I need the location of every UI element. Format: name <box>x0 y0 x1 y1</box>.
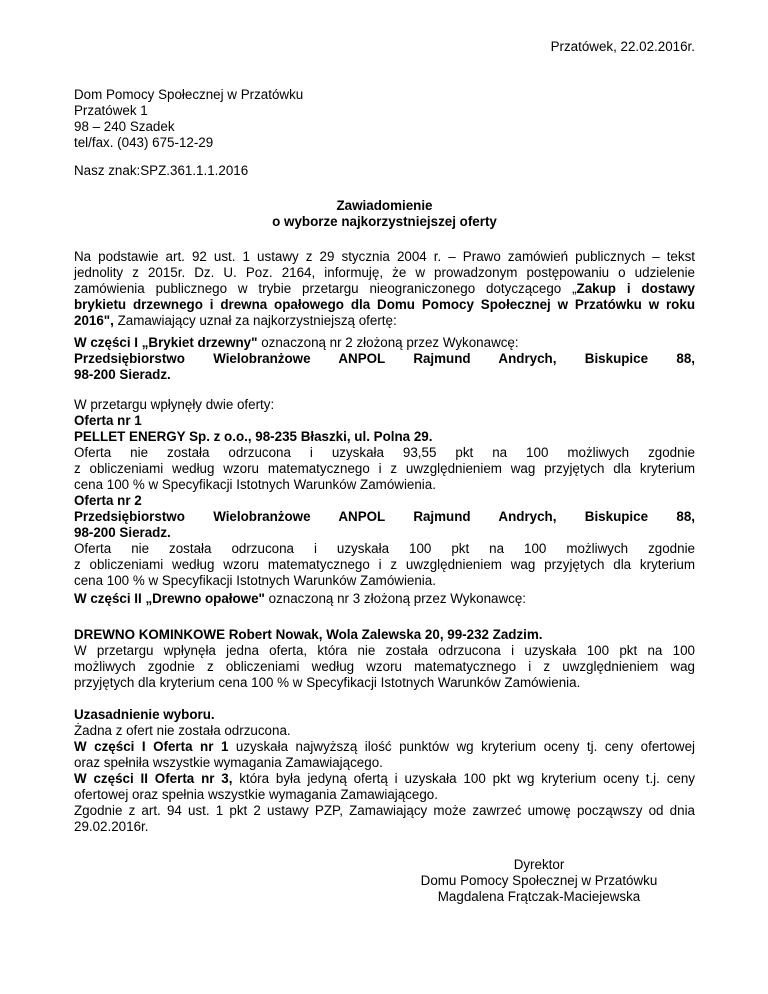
document-date: Przatówek, 22.02.2016r. <box>550 39 695 54</box>
sender-city: 98 – 240 Szadek <box>74 119 175 134</box>
justification-text: oraz spełniła wszystkie wymagania Zamawiającego. <box>74 755 383 770</box>
sender-phone: tel/fax. (043) 675-12-29 <box>74 135 214 150</box>
justification-text: Żadna z ofert nie została odrzucona. <box>74 723 291 738</box>
sender-address <box>74 87 695 151</box>
signature-org: Domu Pomocy Społecznej w Przatówku <box>420 873 658 888</box>
justification-text: ofertowej oraz spełnia wszystkie wymagania Zamawiającego. <box>74 787 438 802</box>
sender-street: Przatówek 1 <box>74 103 148 118</box>
intro-line: zamówienia publicznego w trybie przetargu nieograniczonego dotyczącego „Zakup i dostawy <box>74 281 695 296</box>
part-1-section <box>74 335 695 383</box>
part-2-section <box>74 627 695 691</box>
justification-text: W części I Oferta nr 1 uzyskała najwyższą ilość punktów wg kryterium oceny tj. ceny ofertowej <box>74 739 695 754</box>
signature-block <box>384 857 694 905</box>
title-line-1: Zawiadomienie <box>336 198 433 213</box>
intro-line: brykietu drzewnego i drewna opałowego dla Domu Pomocy Społecznej w Przatówku w roku <box>74 297 695 312</box>
intro-paragraph <box>74 249 695 329</box>
offer-1-company: PELLET ENERGY Sp. z o.o., 98-235 Błaszki, ul. Polna 29. <box>74 429 433 444</box>
part-2-text: W przetargu wpłynęła jedna oferta, która nie została odrzucona i uzyskała 100 pkt na 100 <box>74 643 695 658</box>
part-2-heading: W części II „Drewno opałowe" oznaczoną nr 3 złożoną przez Wykonawcę: <box>74 591 527 606</box>
offers-section <box>74 397 695 589</box>
justification-text: 29.02.2016r. <box>74 819 149 834</box>
offer-1-text: Oferta nie została odrzucona i uzyskała 93,55 pkt na 100 możliwych zgodnie <box>74 445 695 460</box>
offer-1-title: Oferta nr 1 <box>74 413 142 428</box>
signature-name: Magdalena Frątczak-Maciejewska <box>437 889 641 904</box>
justification-title: Uzasadnienie wyboru. <box>74 707 215 722</box>
signature-role: Dyrektor <box>513 857 565 872</box>
offer-2-title: Oferta nr 2 <box>74 493 142 508</box>
part-1-winner-city: 98-200 Sieradz. <box>74 367 171 382</box>
justification-text: Zgodnie z art. 94 ust. 1 pkt 2 ustawy PZP, Zamawiający może zawrzeć umowę począwszy od dnia <box>74 803 695 818</box>
reference-number: Nasz znak:SPZ.361.1.1.2016 <box>74 163 249 178</box>
offers-received: W przetargu wpłynęły dwie oferty: <box>74 397 275 412</box>
part-2-winner: DREWNO KOMINKOWE Robert Nowak, Wola Zalewska 20, 99-232 Zadzim. <box>74 627 543 642</box>
justification-section <box>74 707 695 835</box>
part-1-winner: Przedsiębiorstwo Wielobranżowe ANPOL Rajmund Andrych, Biskupice 88, <box>74 351 695 366</box>
offer-2-text: Oferta nie została odrzucona i uzyskała 100 pkt na 100 możliwych zgodnie <box>74 541 695 556</box>
offer-2-text: cena 100 % w Specyfikacji Istotnych Warunków Zamówienia. <box>74 573 436 588</box>
offer-1-text: z obliczeniami według wzoru matematycznego i z uwzględnieniem wag przyjętych dla kryterium <box>74 461 695 476</box>
offer-2-company: Przedsiębiorstwo Wielobranżowe ANPOL Rajmund Andrych, Biskupice 88, <box>74 509 695 524</box>
intro-line: 2016", Zamawiający uznał za najkorzystniejszą ofertę: <box>74 313 397 328</box>
offer-2-company-city: 98-200 Sieradz. <box>74 525 171 540</box>
document-title <box>74 198 695 230</box>
intro-line: jednolity z 2015r. Dz. U. Poz. 2164, informuję, że w prowadzonym postępowaniu o udzielenie <box>74 265 695 280</box>
part-1-heading: W części I „Brykiet drzewny" oznaczoną nr 2 złożoną przez Wykonawcę: <box>74 335 519 350</box>
part-2-text: przyjętych dla kryterium cena 100 % w Specyfikacji Istotnych Warunków Zamówienia. <box>74 675 581 690</box>
part-2-text: możliwych zgodnie z obliczeniami według wzoru matematycznego i z uwzględnieniem wag <box>74 659 695 674</box>
justification-text: W części II Oferta nr 3, która była jedyną ofertą i uzyskała 100 pkt wg kryterium oceny t.j. ceny <box>74 771 695 786</box>
document-page <box>74 0 695 994</box>
sender-name: Dom Pomocy Społecznej w Przatówku <box>74 87 304 102</box>
intro-line: Na podstawie art. 92 ust. 1 ustawy z 29 stycznia 2004 r. – Prawo zamówień publicznych – tekst <box>74 249 695 264</box>
offer-1-text: cena 100 % w Specyfikacji Istotnych Warunków Zamówienia. <box>74 477 436 492</box>
offer-2-text: z obliczeniami według wzoru matematycznego i z uwzględnieniem wag przyjętych dla kryterium <box>74 557 695 572</box>
title-line-2: o wyborze najkorzystniejszej oferty <box>272 214 497 229</box>
